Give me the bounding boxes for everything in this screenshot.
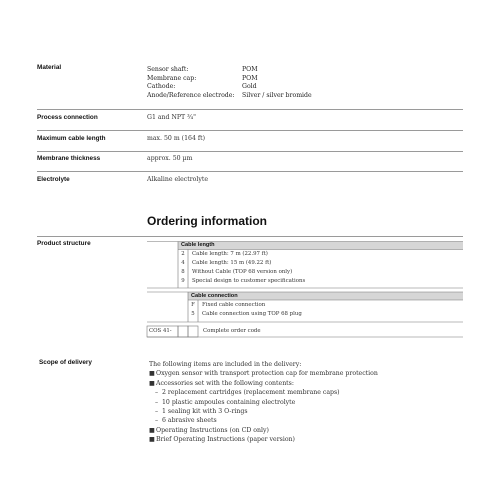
list-item-text: Accessories set with the following contents: bbox=[156, 379, 294, 387]
option-code: 4 bbox=[181, 260, 185, 266]
bullet-icon: ■ bbox=[149, 436, 155, 444]
material-label: Material bbox=[37, 64, 62, 71]
option-code: 2 bbox=[181, 251, 185, 257]
option-text: Cable length: 15 m (49.22 ft) bbox=[192, 260, 272, 266]
scope-list bbox=[149, 360, 378, 445]
list-item-text: Oxygen sensor with transport protection cap for membrane protection bbox=[156, 370, 378, 378]
list-item-text: 10 plastic ampoules containing electrolyte bbox=[162, 398, 296, 406]
material-key: Cathode: bbox=[147, 83, 176, 91]
list-item-text: 6 abrasive sheets bbox=[162, 417, 217, 425]
list-item bbox=[149, 407, 378, 416]
electrolyte-label: Electrolyte bbox=[37, 176, 70, 183]
material-value: POM bbox=[242, 74, 258, 82]
bullet-icon: ■ bbox=[149, 370, 155, 378]
membrane-thickness-label: Membrane thickness bbox=[37, 155, 101, 162]
order-code-prefix: COS 41- bbox=[149, 328, 172, 334]
list-item bbox=[149, 398, 378, 407]
order-code-text: Complete order code bbox=[203, 328, 261, 334]
option-code: 9 bbox=[181, 278, 185, 284]
cable-length-title: Cable length bbox=[181, 242, 215, 248]
option-text: Special design to customer specifications bbox=[192, 278, 306, 284]
electrolyte-value: Alkaline electrolyte bbox=[147, 176, 209, 183]
option-text: Cable length: 7 m (22.97 ft) bbox=[192, 251, 268, 257]
material-key: Anode/Reference electrode: bbox=[147, 91, 235, 99]
dash-icon: – bbox=[155, 398, 159, 406]
list-item-text: 1 sealing kit with 3 O-rings bbox=[162, 408, 248, 416]
product-structure-label: Product structure bbox=[37, 240, 91, 247]
list-item bbox=[149, 379, 378, 388]
bullet-icon: ■ bbox=[149, 426, 155, 434]
option-code: 5 bbox=[191, 311, 195, 317]
list-item-text: Brief Operating Instructions (paper version) bbox=[156, 436, 295, 444]
option-text: Without Cable (TOP 68 version only) bbox=[192, 269, 293, 275]
dash-icon: – bbox=[155, 408, 159, 416]
material-value: Silver / silver bromide bbox=[242, 91, 312, 99]
membrane-thickness-value: approx. 50 µm bbox=[147, 155, 193, 162]
material-key: Membrane cap: bbox=[147, 74, 197, 82]
list-item bbox=[149, 435, 378, 444]
dash-icon: – bbox=[155, 417, 159, 425]
option-code: 8 bbox=[181, 269, 185, 275]
list-item bbox=[149, 388, 378, 397]
material-value: POM bbox=[242, 66, 258, 73]
material-key: Sensor shaft: bbox=[147, 66, 189, 73]
scope-intro: The following items are included in the delivery: bbox=[149, 361, 302, 368]
material-value: Gold bbox=[242, 83, 257, 91]
option-text: Cable connection using TOP 68 plug bbox=[202, 311, 302, 317]
ordering-heading: Ordering information bbox=[147, 214, 267, 228]
process-connection-value: G1 and NPT ¾" bbox=[147, 114, 196, 121]
max-cable-length-label: Maximum cable length bbox=[37, 135, 106, 142]
process-connection-label: Process connection bbox=[37, 114, 98, 121]
list-item bbox=[149, 369, 378, 378]
bullet-icon: ■ bbox=[149, 379, 155, 387]
list-item bbox=[149, 416, 378, 425]
list-item-text: 2 replacement cartridges (replacement membrane caps) bbox=[162, 389, 340, 397]
dash-icon: – bbox=[155, 389, 159, 397]
option-code: F bbox=[191, 302, 195, 308]
list-item-text: Operating Instructions (on CD only) bbox=[156, 426, 269, 434]
scope-label: Scope of delivery bbox=[39, 359, 92, 366]
option-text: Fixed cable connection bbox=[202, 302, 266, 308]
list-item bbox=[149, 426, 378, 435]
cable-connection-title: Cable connection bbox=[191, 293, 238, 299]
max-cable-length-value: max. 50 m (164 ft) bbox=[147, 135, 206, 142]
